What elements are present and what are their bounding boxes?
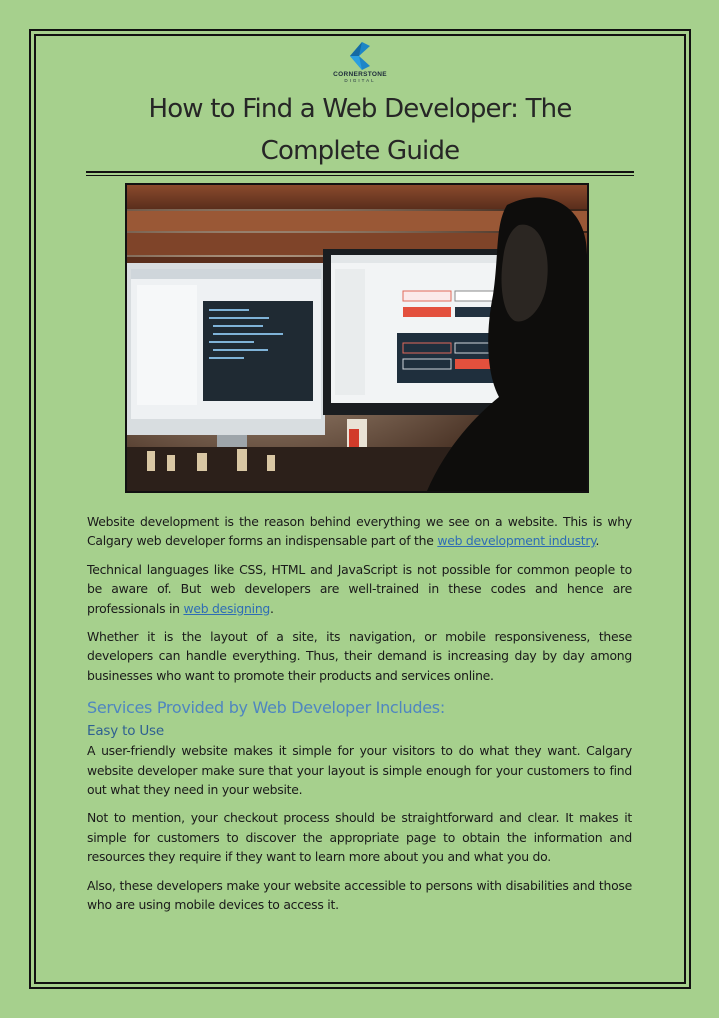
developer-workstation-photo (125, 183, 589, 493)
page-title: How to Find a Web Developer: The Complete Guide (148, 94, 572, 166)
paragraph-1-text: Website development is the reason behind everything we see on a website. This is why Calgary web developer forms an indispensable part of the (87, 514, 632, 549)
paragraph-2-text: Technical languages like CSS, HTML and JavaScript is not possible for common people to be aware of. But web developers are well-trained in these codes and hence are professionals in (87, 561, 632, 616)
web-development-industry-link[interactable]: web development industry (437, 533, 596, 549)
title-rule-thin (86, 175, 634, 176)
paragraph-4: A user-friendly website makes it simple for your visitors to do what they want. Calgary website developer make sure that your layout is simple enough for your customers to find out what they need in your website. (87, 743, 632, 798)
title-rule-thick (86, 171, 634, 173)
web-designing-link[interactable]: web designing (183, 600, 271, 616)
cornerstone-logo-icon (350, 42, 370, 70)
cornerstone-logo (320, 42, 400, 92)
logo-brand-text: CORNERSTONE (333, 71, 387, 78)
paragraph-1-end: . (595, 533, 600, 549)
article-body (87, 512, 632, 924)
photo-illustration (127, 185, 587, 491)
logo-sub-text: DIGITAL (344, 78, 376, 83)
paragraph-5: Not to mention, your checkout process should be straightforward and clear. It makes it simple for customers to discover the appropriate page to obtain the information and resources they require if they want to learn more about you and what you do. (87, 810, 632, 865)
paragraph-3: Whether it is the layout of a site, its navigation, or mobile responsiveness, these developers can handle everything. Thus, their demand is increasing day by day among businesses who want to promote their products and services online. (87, 629, 632, 683)
paragraph-1 (87, 512, 632, 551)
paragraph-2-end: . (270, 600, 274, 616)
paragraph-2 (87, 560, 632, 618)
services-heading: Services Provided by Web Developer Includes: (87, 698, 445, 718)
paragraph-6: Also, these developers make your website accessible to persons with disabilities and those who are using mobile devices to access it. (87, 877, 632, 913)
easy-to-use-subheading: Easy to Use (87, 723, 164, 740)
